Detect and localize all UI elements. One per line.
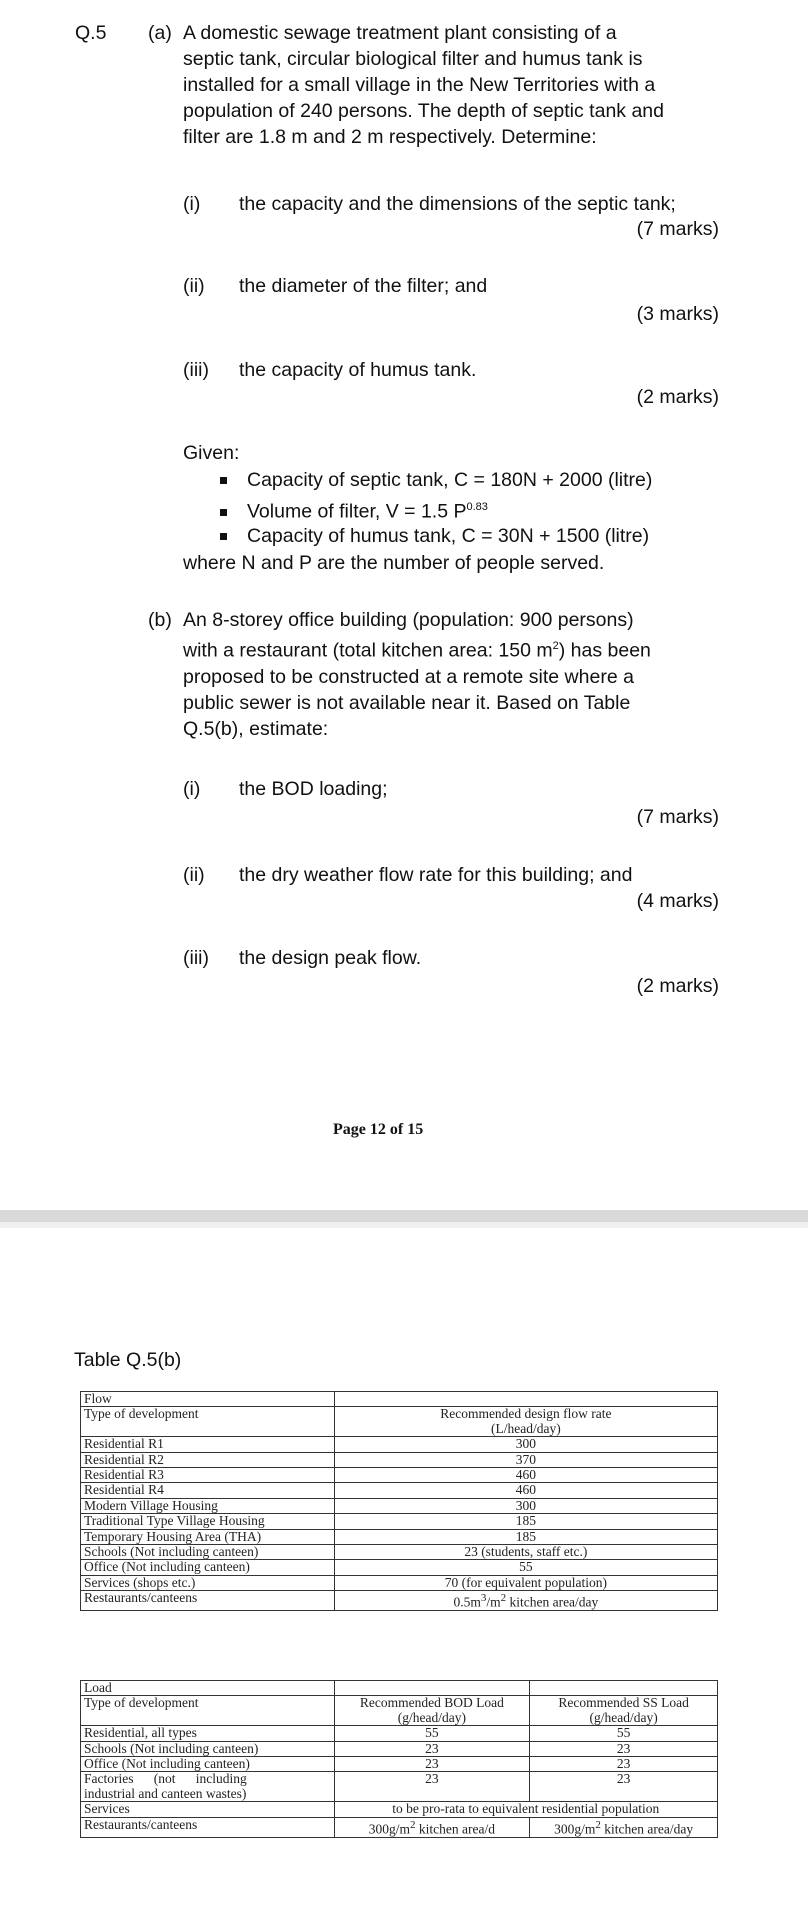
item-text: the capacity and the dimensions of the septic tank;: [239, 193, 676, 215]
part-a-line: filter are 1.8 m and 2 m respectively. Determine:: [183, 126, 597, 148]
part-b-line: An 8-storey office building (population: 900 persons): [183, 609, 634, 631]
table-row: Office (Not including canteen) 55: [81, 1560, 718, 1575]
page-separator: [0, 1210, 808, 1222]
part-b-line: with a restaurant (total kitchen area: 150 $m^2$) has been: [183, 639, 651, 662]
table-row: Residential R3 460: [81, 1468, 718, 1483]
given-item: Capacity of septic tank, C = 180N + 2000 (litre): [220, 467, 652, 493]
part-a-line: septic tank, circular biological filter and humus tank is: [183, 48, 643, 70]
item-num: (ii): [183, 864, 205, 886]
part-a-label: (a): [148, 22, 172, 44]
table-row: Office (Not including canteen) 23 23: [81, 1757, 718, 1772]
table-row: Residential R4 460: [81, 1483, 718, 1498]
load-col-header: Recommended SS Load (g/head/day): [530, 1696, 718, 1726]
flow-col-header: Recommended design flow rate (L/head/day): [334, 1407, 717, 1437]
part-b-label: (b): [148, 609, 172, 631]
table-row: [81, 1392, 718, 1407]
table-row: Factories (not including industrial and canteen wastes) 23 23: [81, 1772, 718, 1802]
given-item: Capacity of humus tank, C = 30N + 1500 (litre): [220, 523, 649, 549]
load-table: [80, 1680, 718, 1838]
question-number: Q.5: [75, 22, 107, 44]
part-b-line: Q.5(b), estimate:: [183, 717, 329, 740]
table-row: Traditional Type Village Housing 185: [81, 1514, 718, 1529]
item-num: (ii): [183, 275, 205, 297]
table-row: [81, 1696, 718, 1726]
bullet-icon: [220, 533, 227, 540]
table-row: Services to be pro-rata to equivalent residential population: [81, 1802, 718, 1817]
item-num: (iii): [183, 947, 209, 969]
part-b-text: [183, 607, 723, 742]
item-num: (iii): [183, 359, 209, 381]
table-row: Schools (Not including canteen) 23 (students, staff etc.): [81, 1545, 718, 1560]
item-num: (i): [183, 778, 201, 800]
given-item: Volume of filter, V = 1.5 $P^{0.83}$: [220, 494, 488, 525]
page-number: Page 12 of 15: [333, 1121, 424, 1138]
table-row: Restaurants/canteens $300g/m^2$ kitchen area/d $300g/m^2$ kitchen area/day: [81, 1817, 718, 1837]
table-row: Temporary Housing Area (THA) 185: [81, 1529, 718, 1544]
flow-heading: Flow: [81, 1392, 335, 1407]
load-col-header: Type of development: [81, 1696, 335, 1726]
part-a-line: installed for a small village in the New Territories with a: [183, 74, 656, 96]
part-a-text: [183, 20, 723, 150]
marks: (2 marks): [636, 975, 719, 997]
load-heading: Load: [81, 1681, 335, 1696]
table-row: Residential R2 370: [81, 1452, 718, 1467]
page-separator-shadow: [0, 1222, 808, 1228]
table-row: Restaurants/canteens $0.5m^3/m^2$ kitchen area/day: [81, 1591, 718, 1611]
given-label: Given:: [183, 442, 240, 464]
part-a-line: population of 240 persons. The depth of septic tank and: [183, 100, 664, 122]
table-row: Modern Village Housing 300: [81, 1498, 718, 1513]
table-row: Services (shops etc.) 70 (for equivalent population): [81, 1575, 718, 1590]
marks: (4 marks): [636, 890, 719, 912]
table-caption: Table Q.5(b): [74, 1349, 182, 1371]
table-row: [81, 1407, 718, 1437]
part-a-line: A domestic sewage treatment plant consisting of a: [183, 22, 617, 44]
table-row: Residential R1 300: [81, 1437, 718, 1452]
table-row: [81, 1681, 718, 1696]
item-text: the design peak flow.: [239, 947, 422, 969]
marks: (7 marks): [636, 218, 719, 240]
item-text: the dry weather flow rate for this building; and: [239, 864, 633, 886]
flow-table: [80, 1391, 718, 1611]
table-row: Residential, all types 55 55: [81, 1726, 718, 1741]
part-b-line: public sewer is not available near it. Based on Table: [183, 691, 631, 714]
marks: (7 marks): [636, 806, 719, 828]
item-text: the diameter of the filter; and: [239, 275, 488, 297]
table-row: Schools (Not including canteen) 23 23: [81, 1741, 718, 1756]
item-text: the BOD loading;: [239, 778, 388, 800]
item-text: the capacity of humus tank.: [239, 359, 477, 381]
load-col-header: Recommended BOD Load (g/head/day): [334, 1696, 530, 1726]
marks: (2 marks): [636, 386, 719, 408]
given-where: where N and P are the number of people served.: [183, 552, 605, 574]
bullet-icon: [220, 509, 227, 516]
bullet-icon: [220, 477, 227, 484]
flow-col-header: Type of development: [81, 1407, 335, 1437]
marks: (3 marks): [636, 303, 719, 325]
part-b-line: proposed to be constructed at a remote site where a: [183, 665, 634, 688]
item-num: (i): [183, 193, 201, 215]
